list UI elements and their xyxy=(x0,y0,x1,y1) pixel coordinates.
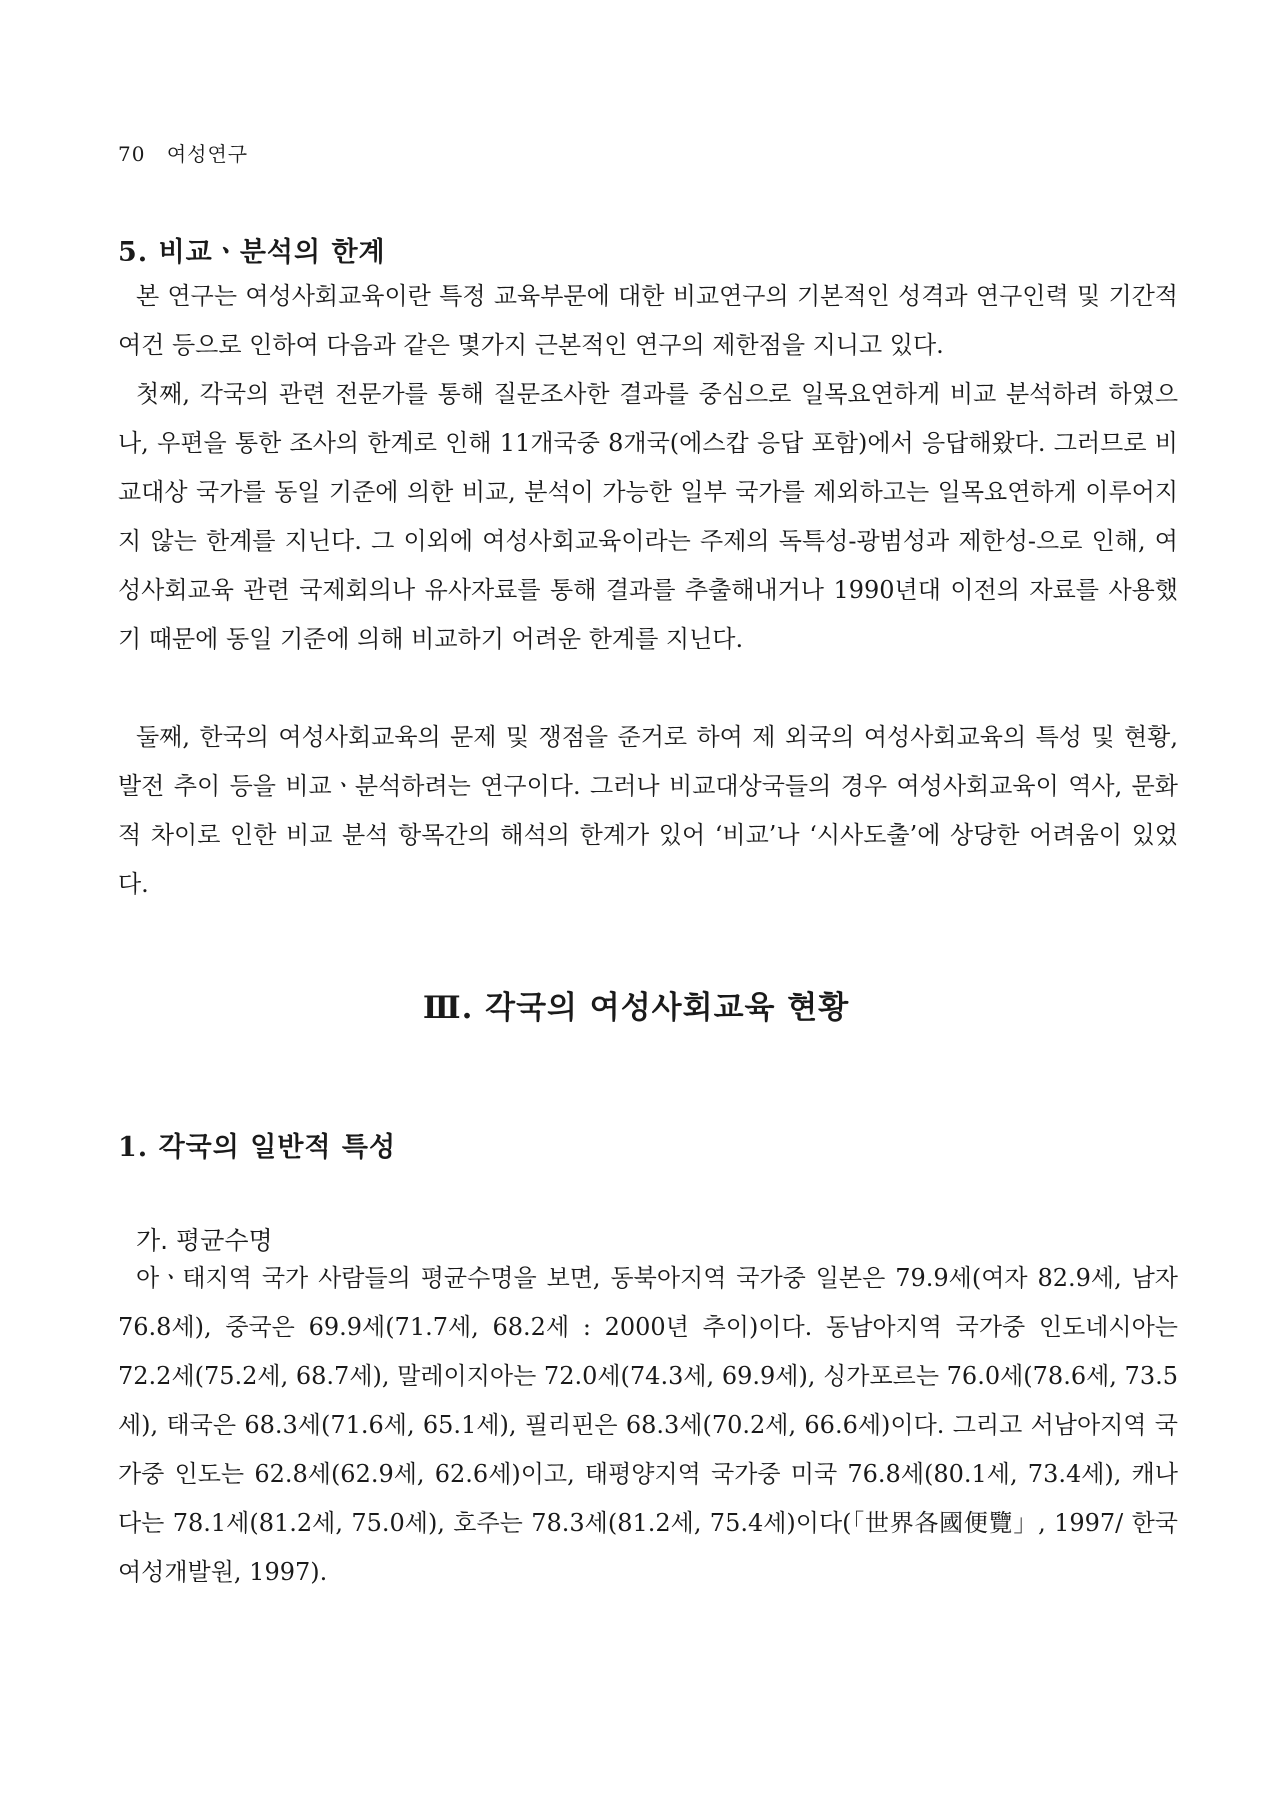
subheading-life-expectancy: 가. 평균수명 xyxy=(136,1226,273,1255)
journal-title: 여성연구 xyxy=(166,142,249,166)
paragraph-life-expectancy xyxy=(118,1254,1178,1597)
section-heading-general: 1. 각국의 일반적 특성 xyxy=(118,1132,397,1163)
paragraph-first-text: 첫째, 각국의 관련 전문가를 통해 질문조사한 결과를 중심으로 일목요연하게 비교 분석하려 하였으나, 우편을 통한 조사의 한계로 인해 11개국중 8개국(에스캅 응답 포함)에서 응답해왔다. 그러므로 비교대상 국가를 동일 기준에 의한 비교, 분석이 가능한 일부 국가를 제외하고는 일목요연하게 이루어지지 않는 한계를 지닌다. 그 이외에 여성사회교육이라는 주제의 독특성-광범성과 제한성-으로 인해, 여성사회교육 관련 국제회의나 유사자료를 통해 결과를 추출해내거나 1990년대 이전의 자료를 사용했기 때문에 동일 기준에 의해 비교하기 어려운 한계를 지닌다. xyxy=(118,380,1178,653)
paragraph-life-expectancy-text: 아ㆍ태지역 국가 사람들의 평균수명을 보면, 동북아지역 국가중 일본은 79.9세(여자 82.9세, 남자 76.8세), 중국은 69.9세(71.7세, 68.2세 : 2000년 추이)이다. 동남아지역 국가중 인도네시아는 72.2세(75.2세, 68.7세), 말레이지아는 72.0세(74.3세, 69.9세), 싱가포르는 76.0세(78.6세, 73.5세), 태국은 68.3세(71.6세, 65.1세), 필리핀은 68.3세(70.2세, 66.6세)이다. 그리고 서남아지역 국가중 인도는 62.8세(62.9세, 62.6세)이고, 태평양지역 국가중 미국 76.8세(80.1세, 73.4세), 캐나다는 78.1세(81.2세, 75.0세), 호주는 78.3세(81.2세, 75.4세)이다(「世界各國便覽」, 1997/ 한국여성개발원, 1997). xyxy=(118,1264,1178,1586)
page-number: 70 xyxy=(118,142,146,166)
chapter-heading: Ⅲ. 각국의 여성사회교육 현황 xyxy=(422,990,850,1026)
paragraph-intro xyxy=(118,272,1178,370)
paragraph-second-text: 둘째, 한국의 여성사회교육의 문제 및 쟁점을 준거로 하여 제 외국의 여성사회교육의 특성 및 현황, 발전 추이 등을 비교ㆍ분석하려는 연구이다. 그러나 비교대상국들의 경우 여성사회교육이 역사, 문화적 차이로 인한 비교 분석 항목간의 해석의 한계가 있어 ‘비교’나 ‘시사도출’에 상당한 어려움이 있었다. xyxy=(118,723,1178,898)
section-heading-limitations: 5. 비교ㆍ분석의 한계 xyxy=(118,237,386,268)
paragraph-intro-text: 본 연구는 여성사회교육이란 특정 교육부문에 대한 비교연구의 기본적인 성격과 연구인력 및 기간적 여건 등으로 인하여 다음과 같은 몇가지 근본적인 연구의 제한점을 지니고 있다. xyxy=(118,282,1178,359)
paragraph-second xyxy=(118,713,1178,909)
paragraph-first xyxy=(118,370,1178,664)
running-header xyxy=(118,138,248,167)
